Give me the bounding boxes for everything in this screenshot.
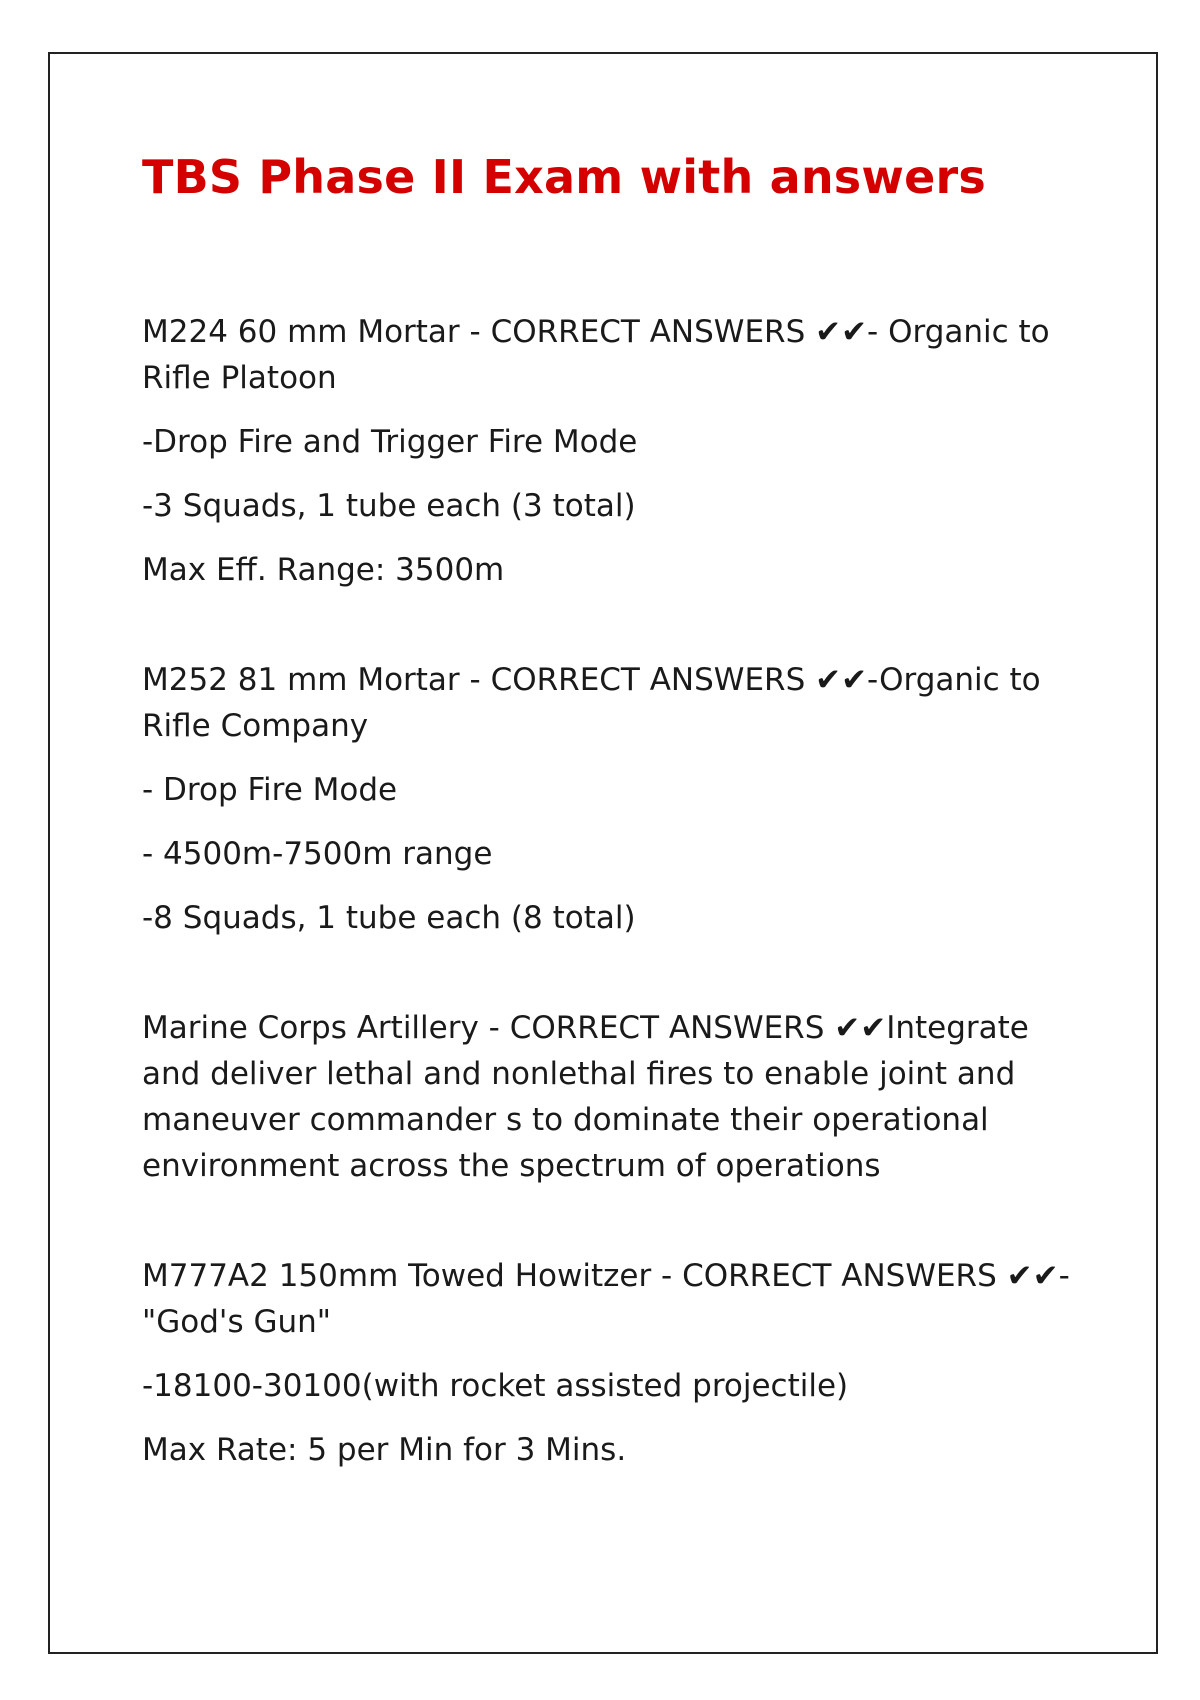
question-line: M224 60 mm Mortar - CORRECT ANSWERS ✔✔- Organic to Rifle Platoon: [142, 314, 1050, 397]
qa-block-m777a2: [142, 1253, 1082, 1473]
answer-line: -18100-30100(with rocket assisted projectile): [142, 1368, 849, 1405]
answer-line: - Drop Fire Mode: [142, 772, 398, 809]
question-line: Marine Corps Artillery - CORRECT ANSWERS ✔✔Integrate and deliver lethal and nonlethal fires to enable joint and maneuver commander s to dominate their operational environment across the spectrum of operations: [142, 1010, 1029, 1185]
qa-block-m224: [142, 309, 1082, 593]
document-content: [142, 150, 1082, 1491]
answer-line: - 4500m-7500m range: [142, 836, 493, 873]
answer-line: -8 Squads, 1 tube each (8 total): [142, 900, 636, 937]
answer-line: -Drop Fire and Trigger Fire Mode: [142, 424, 638, 461]
document-title: TBS Phase II Exam with answers: [142, 150, 986, 204]
answer-line: Max Rate: 5 per Min for 3 Mins.: [142, 1432, 627, 1469]
answer-line: Max Eff. Range: 3500m: [142, 552, 505, 589]
question-line: M777A2 150mm Towed Howitzer - CORRECT ANSWERS ✔✔-"God's Gun": [142, 1258, 1070, 1341]
question-line: M252 81 mm Mortar - CORRECT ANSWERS ✔✔-Organic to Rifle Company: [142, 662, 1041, 745]
answer-line: -3 Squads, 1 tube each (3 total): [142, 488, 636, 525]
qa-block-m252: [142, 657, 1082, 941]
qa-block-artillery: [142, 1005, 1082, 1189]
